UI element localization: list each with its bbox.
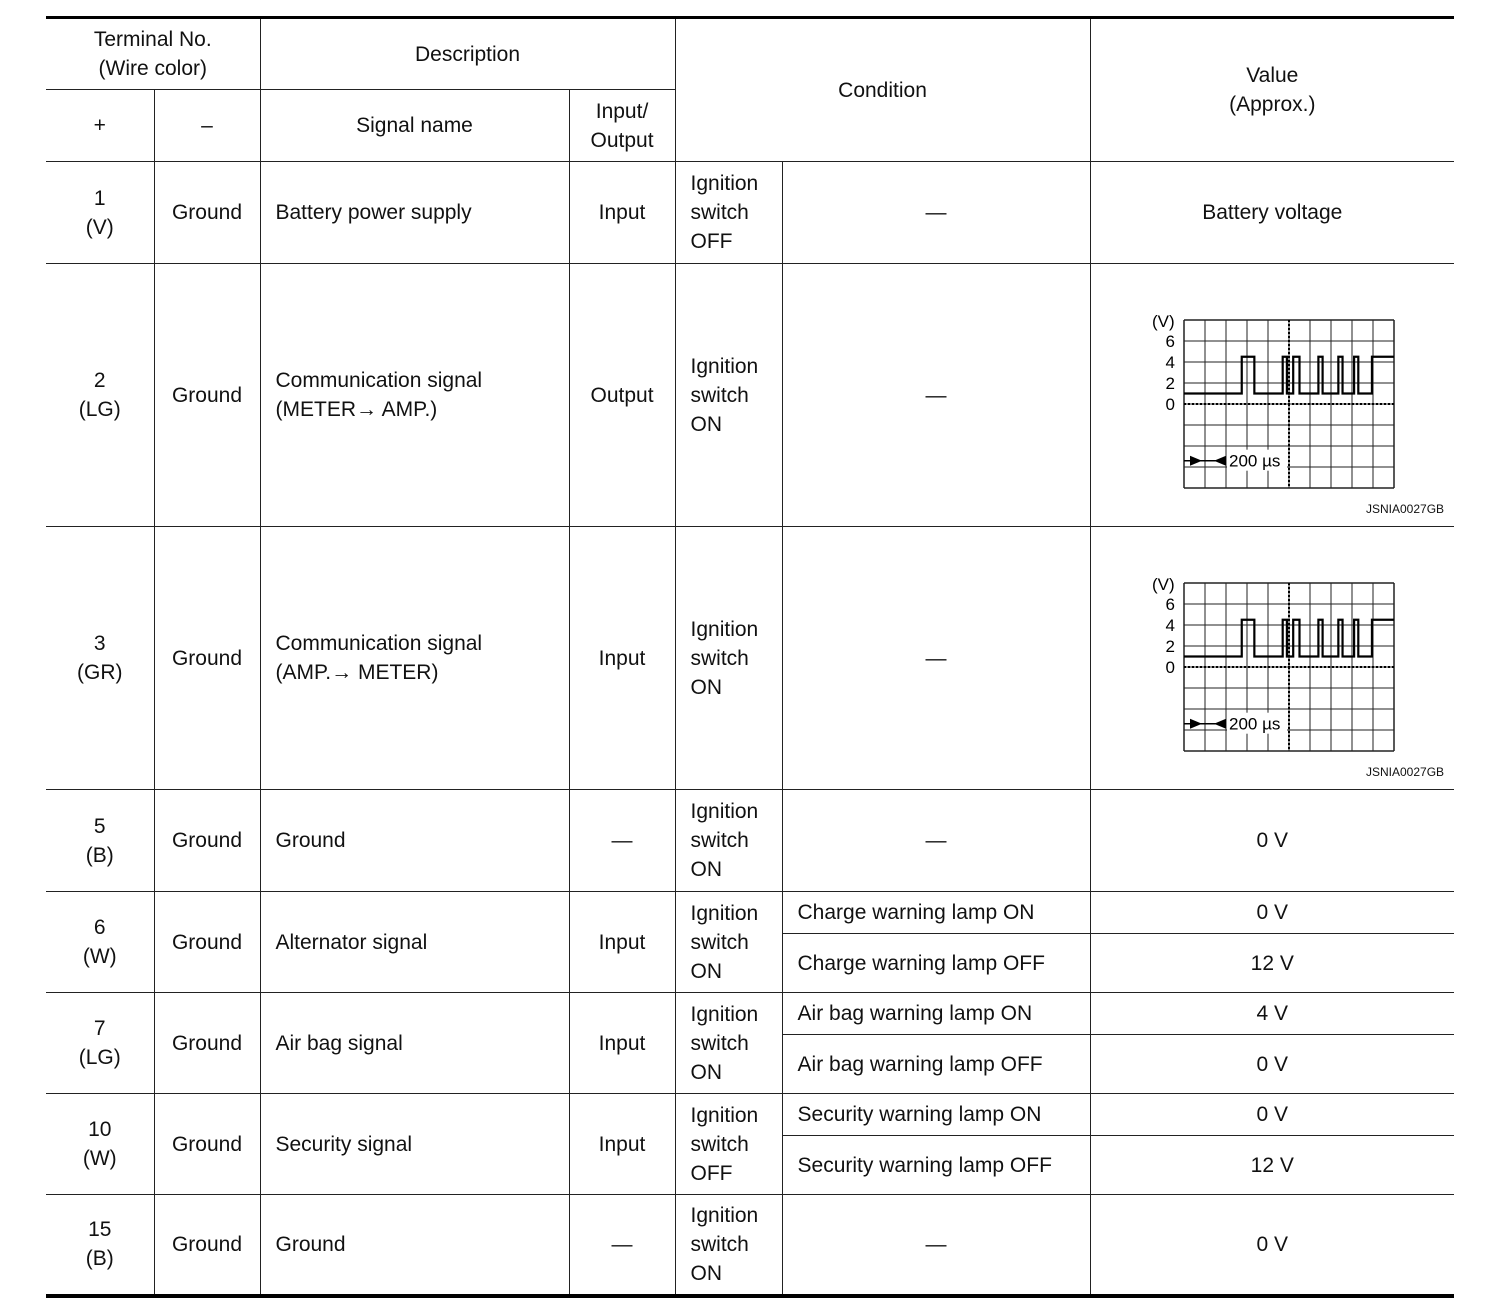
table-row [46,892,1454,934]
table-row [46,1094,1454,1136]
input-output: Input [569,1094,675,1195]
terminal-table [46,16,1454,1298]
y-tick-label: 2 [1165,374,1176,393]
condition: Charge warning lamp OFF [782,934,1090,993]
ground-terminal: Ground [154,527,260,790]
condition: — [782,527,1090,790]
condition: — [782,162,1090,264]
ignition-state: Ignition switch ON [675,892,782,993]
terminal-number: 2 (LG) [46,264,154,527]
ground-terminal: Ground [154,1094,260,1195]
condition: Charge warning lamp ON [782,892,1090,934]
input-output: — [569,790,675,892]
input-output: — [569,1195,675,1296]
terminal-number: 5 (B) [46,790,154,892]
input-output: Input [569,162,675,264]
signal-name: Battery power supply [260,162,569,264]
signal-name: Alternator signal [260,892,569,993]
header-input-output: Input/ Output [569,90,675,162]
y-tick-label: 6 [1165,595,1176,614]
terminal-number: 6 (W) [46,892,154,993]
value: 12 V [1090,934,1454,993]
header-description: Description [260,18,675,90]
arrow-left-icon [1214,456,1226,466]
condition: Security warning lamp ON [782,1094,1090,1136]
table-row [46,790,1454,892]
header-minus: – [154,90,260,162]
table-row [46,1195,1454,1296]
header-plus: + [46,90,154,162]
time-scale-label: 200 µs [1229,451,1281,471]
condition: Air bag warning lamp OFF [782,1035,1090,1094]
signal-name: Communication signal (AMP.→ METER) [260,527,569,790]
value: 0 V [1090,1094,1454,1136]
terminal-number: 3 (GR) [46,527,154,790]
value: 4 V [1090,993,1454,1035]
input-output: Input [569,527,675,790]
y-tick-label: 2 [1165,637,1176,656]
ignition-state: Ignition switch OFF [675,1094,782,1195]
table-row [46,264,1454,527]
input-output: Output [569,264,675,527]
condition: Air bag warning lamp ON [782,993,1090,1035]
ground-terminal: Ground [154,1195,260,1296]
ground-terminal: Ground [154,162,260,264]
signal-name: Security signal [260,1094,569,1195]
y-unit-label: (V) [1152,575,1175,594]
table-row [46,993,1454,1035]
signal-name: Ground [260,1195,569,1296]
terminal-number: 15 (B) [46,1195,154,1296]
value: 0 V [1090,1195,1454,1296]
condition: — [782,1195,1090,1296]
header-signal-name: Signal name [260,90,569,162]
y-tick-label: 4 [1165,353,1176,372]
ignition-state: Ignition switch ON [675,264,782,527]
value: 0 V [1090,892,1454,934]
condition: — [782,790,1090,892]
ignition-state: Ignition switch OFF [675,162,782,264]
condition: — [782,264,1090,527]
signal-name: Air bag signal [260,993,569,1094]
value-waveform [1090,264,1454,527]
value: 0 V [1090,1035,1454,1094]
input-output: Input [569,892,675,993]
ground-terminal: Ground [154,264,260,527]
table-row [46,527,1454,790]
condition: Security warning lamp OFF [782,1136,1090,1195]
header-value: Value (Approx.) [1090,18,1454,162]
header-terminal-no: Terminal No. (Wire color) [46,18,260,90]
ignition-state: Ignition switch ON [675,527,782,790]
arrow-right-icon [1190,719,1202,729]
arrow-left-icon [1214,719,1226,729]
y-tick-label: 4 [1165,616,1176,635]
value: 12 V [1090,1136,1454,1195]
value: Battery voltage [1090,162,1454,264]
waveform-chart [1122,563,1422,753]
value-waveform [1090,527,1454,790]
ground-terminal: Ground [154,892,260,993]
y-tick-label: 0 [1165,395,1176,414]
y-tick-label: 0 [1165,658,1176,677]
header-condition: Condition [675,18,1090,162]
figure-id: JSNIA0027GB [1365,502,1445,516]
y-unit-label: (V) [1152,312,1175,331]
terminal-number: 7 (LG) [46,993,154,1094]
ignition-state: Ignition switch ON [675,1195,782,1296]
waveform-chart [1122,300,1422,490]
figure-id: JSNIA0027GB [1365,765,1445,779]
terminal-number: 1 (V) [46,162,154,264]
signal-name: Ground [260,790,569,892]
ignition-state: Ignition switch ON [675,790,782,892]
time-scale-label: 200 µs [1229,714,1281,734]
ground-terminal: Ground [154,993,260,1094]
arrow-right-icon [1190,456,1202,466]
y-tick-label: 6 [1165,332,1176,351]
terminal-number: 10 (W) [46,1094,154,1195]
table-row [46,162,1454,264]
ignition-state: Ignition switch ON [675,993,782,1094]
signal-name: Communication signal (METER→ AMP.) [260,264,569,527]
value: 0 V [1090,790,1454,892]
ground-terminal: Ground [154,790,260,892]
input-output: Input [569,993,675,1094]
